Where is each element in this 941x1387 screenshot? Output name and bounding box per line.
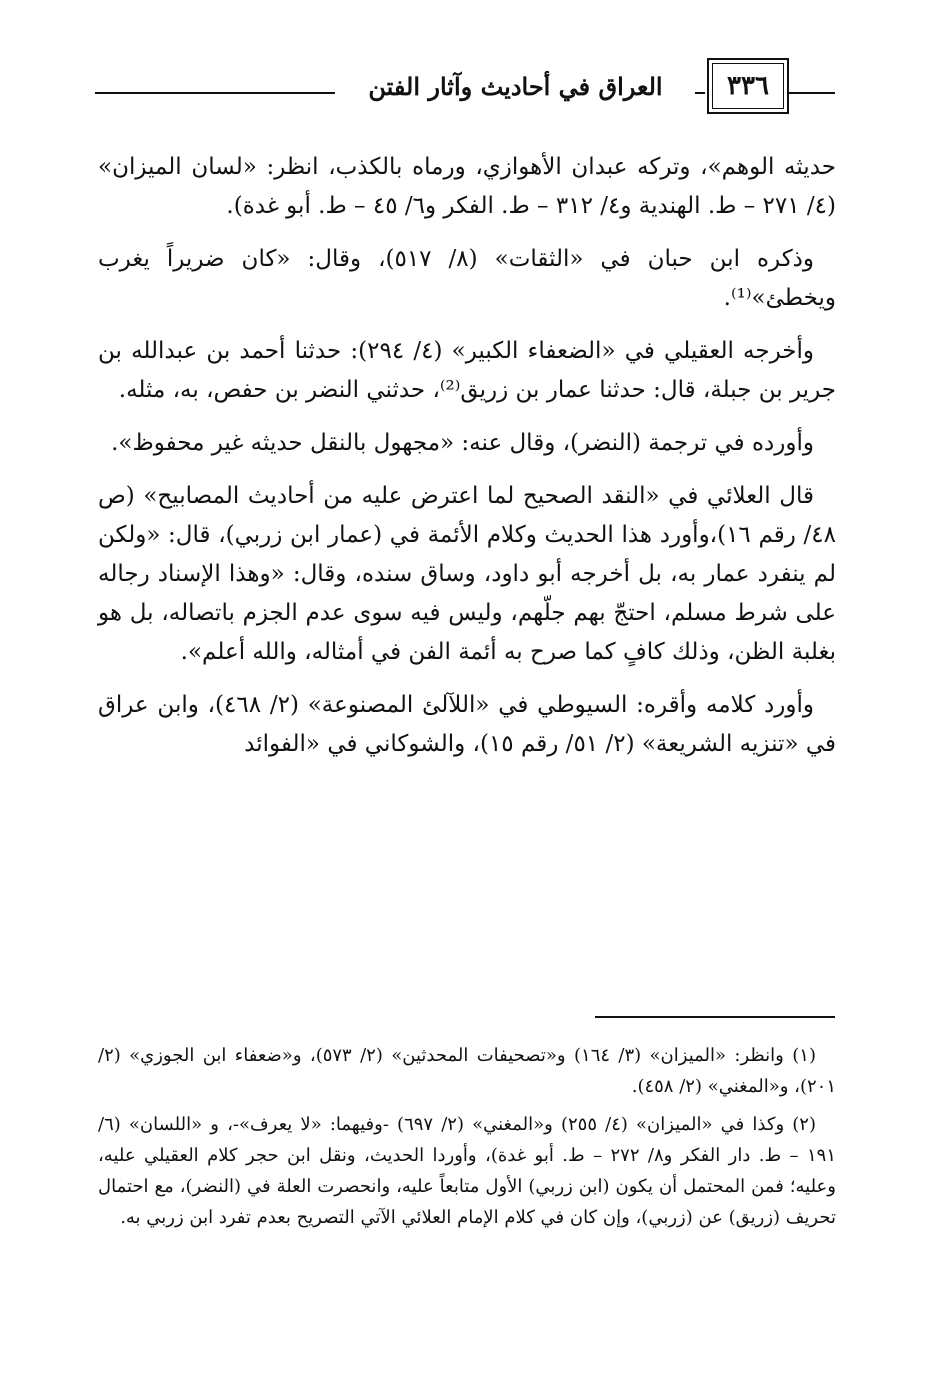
paragraph-continuation: حديثه الوهم»، وتركه عبدان الأهوازي، ورماه بالكذب، انظر: «لسان الميزان» (٤/ ٢٧١ – ط. الهندية و٤/ ٣١٢ – ط. الفكر و٦/ ٤٥ – ط. أبو غدة). xyxy=(98,154,836,219)
paragraph: وأورده في ترجمة (النضر)، وقال عنه: «مجهول بالنقل حديثه غير محفوظ». xyxy=(111,430,814,456)
page-number: ٣٣٦ xyxy=(707,58,789,114)
footnote-1: (١) وانظر: «الميزان» (٣/ ١٦٤) و«تصحيفات المحدثين» (٢/ ٥٧٣)، و«ضعفاء ابن الجوزي» (٢/ ٢٠١)، و«المغني» (٢/ ٤٥٨). xyxy=(98,1045,836,1097)
header-rule-left xyxy=(95,92,335,94)
paragraph: وأخرجه العقيلي في «الضعفاء الكبير» (٤/ ٢٩٤): حدثنا أحمد بن عبدالله بن جرير بن جبلة، قال: حدثنا عمار بن زريق⁽²⁾، حدثني النضر بن حفص، به، مثله. xyxy=(98,338,836,403)
main-text xyxy=(98,148,836,778)
footnotes xyxy=(98,1040,836,1240)
footnote-separator xyxy=(595,1016,835,1018)
paragraph: وذكره ابن حبان في «الثقات» (٨/ ٥١٧)، وقال: «كان ضريراً يغرب ويخطئ»⁽¹⁾. xyxy=(98,246,836,311)
paragraph: قال العلائي في «النقد الصحيح لما اعترض عليه من أحاديث المصابيح» (ص ٤٨/ رقم ١٦)،وأورد هذا الحديث وكلام الأئمة في (عمار ابن زربي)، قال: «ولكن لم ينفرد عمار به، بل أخرجه أبو داود، وساق سنده، وقال: «وهذا الإسناد رجاله على شرط مسلم، احتجّ بهم جلّهم، وليس فيه سوى عدم الجزم باتصاله، بل هو بغلبة الظن، وذلك كافٍ كما صرح به أئمة الفن في أمثاله، والله أعلم». xyxy=(98,483,837,665)
footnote-2: (٢) وكذا في «الميزان» (٤/ ٢٥٥) و«المغني» (٢/ ٦٩٧) -وفيهما: «لا يعرف»-، و «اللسان» (٦/ ١٩١ – ط. دار الفكر و٨/ ٢٧٢ – ط. أبو غدة)، وأوردا الحديث، ونقل ابن حجر كلام العقيلي عليه، وعليه؛ فمن المحتمل أن يكون (ابن زربي) الأول متابعاً عليه، وانحصرت العلة في (النضر)، مع احتمال تحريف (زريق) عن (زربي)، وإن كان في كلام الإمام العلائي الآتي التصريح بعدم تفرد ابن زربي به. xyxy=(98,1114,836,1228)
page-header xyxy=(95,58,835,118)
paragraph: وأورد كلامه وأقره: السيوطي في «اللآلئ المصنوعة» (٢/ ٤٦٨)، وابن عراق في «تنزيه الشريعة» (٢/ ٥١/ رقم ١٥)، والشوكاني في «الفوائد xyxy=(98,692,836,757)
book-title: العراق في أحاديث وآثار الفتن xyxy=(368,72,663,101)
header-rule-mid xyxy=(695,92,705,94)
header-rule-right xyxy=(789,92,835,94)
